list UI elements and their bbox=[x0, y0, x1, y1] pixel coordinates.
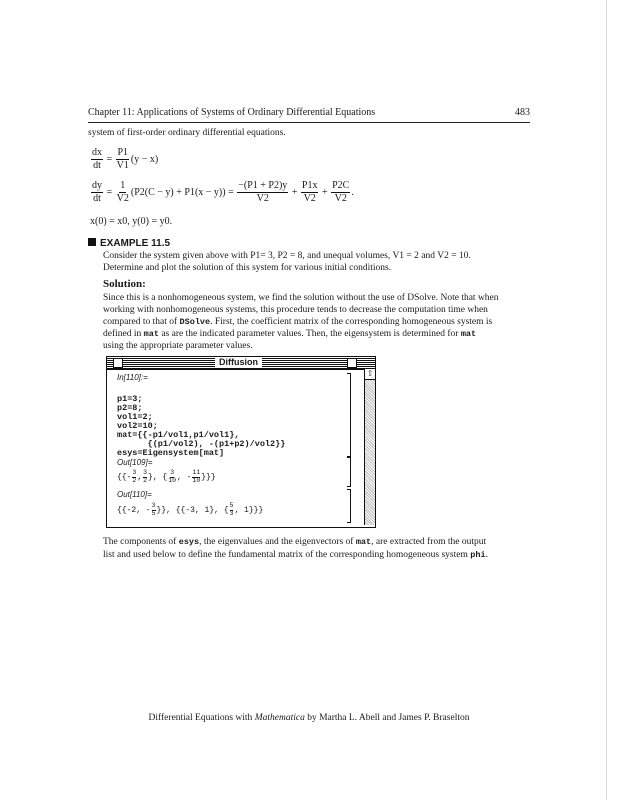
page-header bbox=[88, 107, 530, 118]
out1-label: Out[109]= bbox=[117, 458, 153, 467]
eq2-coef-den: V2 bbox=[116, 193, 129, 204]
o1-d-den: 10 bbox=[192, 476, 201, 484]
cell-bracket[interactable] bbox=[347, 373, 351, 457]
footer-c: by Martha L. Abell and James P. Braselton bbox=[304, 713, 470, 723]
output-1 bbox=[117, 470, 216, 484]
eq1-lhs-num: dx bbox=[92, 147, 102, 158]
dsolve-code: DSolve bbox=[179, 317, 211, 327]
cell-bracket[interactable] bbox=[347, 489, 351, 523]
equation-dy: $\frac{dy}{dt}$ = $\frac{1}{V2}$ (P2(C − y) + P1(x − y)) = $\frac{-(P1 + P2)y}{V2}$ + $\frac{P1x}{V2}$ + $\frac{P2C}{V2}$ . bbox=[92, 180, 354, 204]
header-rule bbox=[88, 122, 530, 123]
code-line: {(p1/vol2), -(p1+p2)/vol2}} bbox=[117, 439, 286, 449]
a1b: , the eigenvalues and the eigenvectors of bbox=[199, 537, 356, 547]
solution-line-4 bbox=[103, 328, 476, 341]
o2-mid: }}, {{-3, 1}, { bbox=[156, 505, 229, 515]
eq2-f2-den: V2 bbox=[303, 193, 316, 204]
vertical-scrollbar[interactable] bbox=[364, 369, 375, 525]
o2-a-den: 5 bbox=[151, 509, 156, 517]
solution-title: Solution: bbox=[103, 278, 146, 290]
initial-conditions: x(0) = x0, y(0) = y0. bbox=[90, 216, 173, 227]
o2-a-num: 3 bbox=[151, 502, 156, 509]
solution-line-5: using the appropriate parameter values. bbox=[103, 341, 253, 351]
solution-line-2: working with nonhomogeneous systems, this procedure tends to decrease the computation time when bbox=[103, 305, 488, 315]
example-bullet-icon bbox=[88, 238, 96, 246]
o2-open: {{-2, - bbox=[117, 505, 151, 515]
example-line-1: Consider the system given above with P1= 3, P2 = 8, and unequal volumes, V1 = 2 and V2 = 10. bbox=[103, 251, 471, 261]
o1-c-num: 3 bbox=[170, 469, 175, 476]
code-line: esys=Eigensystem[mat] bbox=[117, 448, 225, 458]
o2-b-den: 3 bbox=[229, 509, 234, 517]
o1-d-num: 11 bbox=[192, 469, 201, 476]
solution-line-1: Since this is a nonhomogeneous system, we find the solution without the use of DSolve. Note that when bbox=[103, 293, 499, 303]
o1-mid: }, { bbox=[148, 472, 168, 482]
scroll-up-arrow-icon[interactable]: ⇧ bbox=[366, 369, 374, 378]
eq2-f3-den: V2 bbox=[334, 193, 347, 204]
output-2 bbox=[117, 503, 263, 517]
eq1-rhs: (y − x) bbox=[130, 154, 159, 165]
example-line-2: Determine and plot the solution of this system for various initial conditions. bbox=[103, 263, 392, 273]
s4a: defined in bbox=[103, 329, 144, 339]
o1-b-num: 3 bbox=[143, 469, 148, 476]
after-line-2 bbox=[103, 549, 488, 562]
code-line: mat={{-p1/vol1,p1/vol1}, bbox=[117, 430, 240, 440]
eq2-lhs-den: dt bbox=[93, 193, 101, 204]
a2b: . bbox=[485, 550, 488, 560]
mat-code-2: mat bbox=[460, 329, 477, 339]
mat-code: mat bbox=[143, 329, 159, 339]
footer-b: Mathematica bbox=[254, 713, 305, 723]
window-title: Diffusion bbox=[215, 357, 262, 368]
intro-text: system of first-order ordinary differential equations. bbox=[88, 128, 286, 138]
page-edge bbox=[606, 0, 607, 800]
code-line: p1=3; bbox=[117, 394, 143, 404]
equation-dx: $\frac{dx}{dt}$ = $\frac{P1}{V1}$ (y − x) bbox=[92, 147, 159, 171]
eq2-f3-num: P2C bbox=[332, 180, 350, 191]
o1-sep1: , bbox=[137, 472, 143, 482]
o1-close: }}} bbox=[201, 472, 216, 482]
eq1-coef-den: V1 bbox=[116, 160, 129, 171]
eq2-inner: (P2(C − y) + P1(x − y)) = bbox=[130, 187, 234, 198]
s4b: as are the indicated parameter values. Then, the eigensystem is determined for bbox=[158, 329, 461, 339]
code-line: vol1=2; bbox=[117, 412, 153, 422]
s3b: . First, the coefficient matrix of the corresponding homogeneous system is bbox=[210, 317, 493, 327]
code-line: p2=8; bbox=[117, 403, 143, 413]
notebook-window[interactable] bbox=[106, 356, 376, 528]
page-footer bbox=[0, 713, 618, 723]
close-box-icon[interactable] bbox=[113, 358, 123, 368]
o2-close: , 1}}} bbox=[234, 505, 264, 515]
a1c: , are extracted from the output bbox=[371, 537, 487, 547]
eq2-f1-den: V2 bbox=[256, 193, 269, 204]
esys-code: esys bbox=[178, 537, 200, 547]
input-cell[interactable] bbox=[117, 395, 285, 458]
mat-code-3: mat bbox=[355, 537, 372, 547]
o1-a-den: 2 bbox=[132, 476, 137, 484]
cell-bracket[interactable] bbox=[347, 457, 351, 487]
eq2-lhs-num: dy bbox=[92, 180, 102, 191]
o1-b-den: 2 bbox=[143, 476, 148, 484]
eq2-f2-num: P1x bbox=[301, 180, 318, 191]
after-line-1 bbox=[103, 536, 486, 549]
o1-a-num: 3 bbox=[132, 469, 137, 476]
eq2-coef-num: 1 bbox=[120, 180, 126, 191]
o1-open: {{- bbox=[117, 472, 132, 482]
solution-line-3 bbox=[103, 316, 492, 329]
footer-a: Differential Equations with bbox=[148, 713, 255, 723]
window-titlebar[interactable] bbox=[107, 357, 375, 370]
o1-c-den: 10 bbox=[168, 476, 177, 484]
example-title bbox=[88, 238, 170, 249]
eq1-coef-num: P1 bbox=[117, 147, 129, 158]
o2-b-num: 5 bbox=[229, 502, 234, 509]
out2-label: Out[110]= bbox=[117, 490, 152, 499]
example-title-text: EXAMPLE 11.5 bbox=[100, 238, 171, 249]
page-number: 483 bbox=[515, 107, 530, 118]
phi-code: phi bbox=[470, 550, 486, 560]
a1a: The components of bbox=[103, 537, 179, 547]
code-line: vol2=10; bbox=[117, 421, 158, 431]
in-label: In[110]:= bbox=[117, 373, 148, 382]
chapter-title: Chapter 11: Applications of Systems of Ordinary Differential Equations bbox=[88, 107, 376, 118]
eq2-f1-num: −(P1 + P2)y bbox=[238, 180, 288, 191]
zoom-box-icon[interactable] bbox=[347, 358, 357, 368]
eq1-lhs-den: dt bbox=[93, 160, 101, 171]
a2a: list and used below to define the fundamental matrix of the corresponding homogeneous system bbox=[103, 550, 471, 560]
s3a: compared to that of bbox=[103, 317, 180, 327]
o1-sep2: , - bbox=[177, 472, 192, 482]
